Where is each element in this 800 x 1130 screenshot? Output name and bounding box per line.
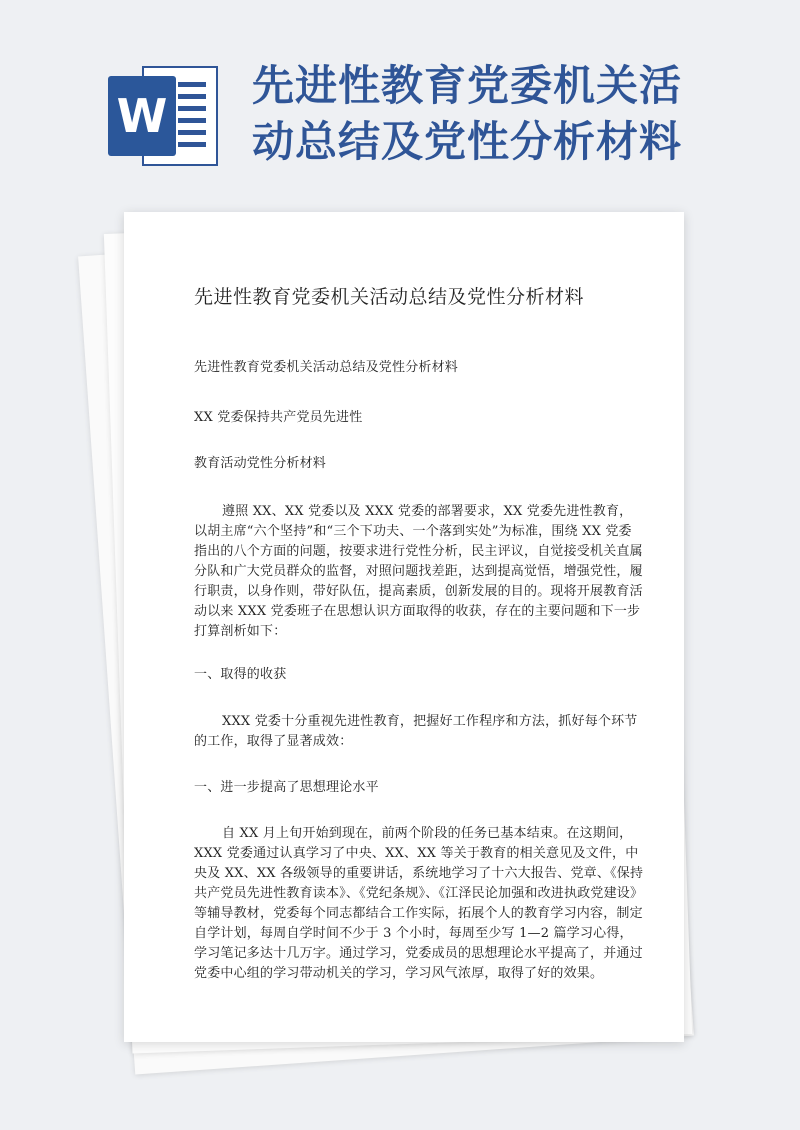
paragraph-heading-analysis: 教育活动党性分析材料 [194, 456, 327, 471]
document-page [124, 212, 684, 1042]
document-title: 先进性教育党委机关活动总结及党性分析材料 [194, 286, 585, 308]
paragraph-heading-party: XX 党委保持共产党员先进性 [194, 410, 363, 425]
paragraph-theory-body: 自 XX 月上旬开始到现在，前两个阶段的任务已基本结束。在这期间，XXX 党委通过认真学习了中央、XX、XX 等关于教育的相关意见及文件，中央及 XX、XX 各级领导的重要讲话，系统地学习了十六大报告、党章、《保持共产党员先进性教育读本》、《党纪条规》、《江泽民论加强和改进执政党建设》等辅导教材，党委每个同志都结合工作实际，拓展个人的教育学习内容，制定自学计划，每周自学时间不少于 3 个小时，每周至少写 1—2 篇学习心得，学习笔记多达十几万字。通过学习，党委成员的思想理论水平提高了，并通过党委中心组的学习带动机关的学习，学习风气浓厚，取得了好的效果。 [194, 826, 644, 981]
paragraph-gains-intro: XXX 党委十分重视先进性教育，把握好工作程序和方法，抓好每个环节的工作，取得了显著成效： [194, 714, 638, 749]
paragraph-intro: 遵照 XX、XX 党委以及 XXX 党委的部署要求，XX 党委先进性教育，以胡主席“六个坚持”和“三个下功夫、一个落到实处”为标准，围绕 XX 党委指出的八个方面的问题，按要求进行党性分析，民主评议，自觉接受机关直属分队和广大党员群众的监督，对照问题找差距，达到提高觉悟，增强党性，履行职责，以身作则，带好队伍，提高素质，创新发展的目的。现将开展教育活动以来 XXX 党委班子在思想认识方面取得的收获，存在的主要问题和下一步打算剖析如下： [194, 504, 643, 639]
section-heading-gains: 一、取得的收获 [194, 667, 287, 682]
subsection-heading-theory: 一、进一步提高了思想理论水平 [194, 780, 379, 795]
banner-title: 先进性教育党委机关活动总结及党性分析材料 [252, 61, 683, 166]
paragraph-subtitle: 先进性教育党委机关活动总结及党性分析材料 [194, 360, 459, 375]
word-letter-tile: W [108, 76, 176, 156]
word-icon [108, 66, 218, 166]
banner [0, 0, 800, 200]
